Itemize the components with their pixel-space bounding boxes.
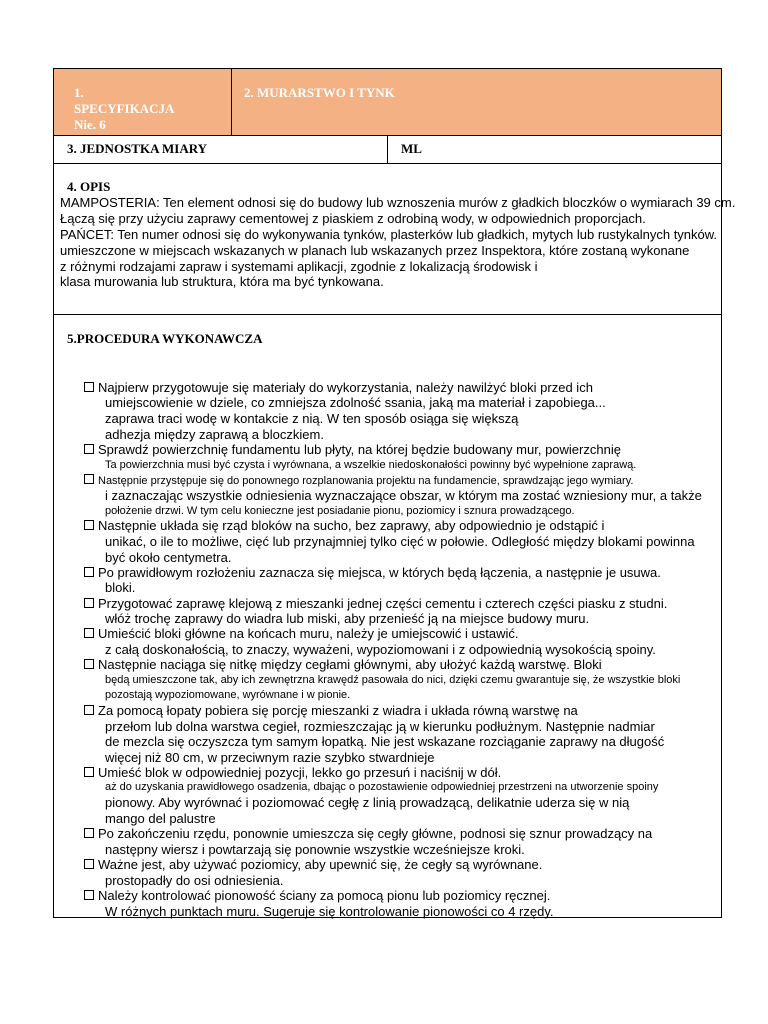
procedure-line: włóż trochę zaprawy do wiadra lub miski, aby przenieść ją na miejsce budowy muru. — [105, 611, 590, 626]
procedure-line: umiejscowienie w dziele, co zmniejsza zdolność ssania, jaką ma materiał i zapobiega... — [105, 395, 606, 410]
procedure-line: bloki. — [105, 580, 136, 595]
section-title: 2. MURARSTWO I TYNK — [244, 85, 395, 100]
procedure-step — [84, 596, 667, 611]
spec-label: SPECYFIKACJA — [74, 101, 175, 116]
step-text: Następnie przystępuje się do ponownego rozplanowania projektu na fundamencie, sprawdzając jego wymiary. — [98, 475, 634, 487]
step-text: Sprawdź powierzchnię fundamentu lub płyty, na której będzie budowany mur, powierzchnię — [98, 442, 621, 457]
procedure-line: unikać, o ile to możliwe, cięć lub przynajmniej tylko cięć w połowie. Odległość między blokami powinna — [105, 534, 695, 549]
checkbox-square-icon — [84, 828, 94, 838]
procedure-line: W różnych punktach muru. Sugeruje się kontrolowanie pionowości co 4 rzędy. — [105, 904, 554, 919]
description-line: z różnymi rodzajami zapraw i systemami aplikacji, zgodnie z lokalizacją środowisk i — [60, 259, 538, 274]
step-text: Po prawidłowym rozłożeniu zaznacza się miejsca, w których będą łączenia, a następnie je usuwa. — [98, 565, 661, 580]
procedure-line: Ta powierzchnia musi być czysta i wyrównana, a wszelkie niedoskonałości powinny być wypełnione zaprawą. — [105, 459, 637, 471]
spec-number-line: 1. — [74, 85, 84, 100]
procedure-step — [84, 442, 621, 457]
procedure-line: adhezja między zaprawą a bloczkiem. — [105, 427, 324, 442]
unit-label-cell — [54, 136, 388, 163]
checkbox-square-icon — [84, 859, 94, 869]
procedure-line: być około centymetra. — [105, 550, 232, 565]
step-text: Ważne jest, aby używać poziomicy, aby upewnić się, że cegły są wyrównane. — [98, 857, 543, 872]
procedure-line: i zaznaczając wszystkie odniesienia wyznaczające obszar, w którym ma zostać wzniesiony mur, a także — [105, 488, 702, 503]
procedure-step — [84, 565, 661, 580]
procedure-step — [84, 657, 602, 672]
description-line: Łączą się przy użyciu zaprawy cementowej z piaskiem z odrobiną wody, w odpowiednich proporcjach. — [60, 211, 646, 226]
procedure-step — [84, 518, 604, 533]
checkbox-square-icon — [84, 705, 94, 715]
checkbox-square-icon — [84, 767, 94, 777]
procedure-step — [84, 765, 501, 780]
procedure-step — [84, 888, 550, 903]
description-line: klasa murowania lub struktura, która ma być tynkowana. — [60, 274, 384, 289]
step-text: Za pomocą łopaty pobiera się porcję mieszanki z wiadra i układa równą warstwę na — [98, 703, 578, 718]
step-text: Umieść blok w odpowiedniej pozycji, lekko go przesuń i naciśnij w dół. — [98, 765, 502, 780]
checkbox-square-icon — [84, 567, 94, 577]
procedure-line: prostopadły do osi odniesienia. — [105, 873, 284, 888]
unit-label: 3. JEDNOSTKA MIARY — [67, 141, 208, 156]
procedure-line: zaprawa traci wodę w kontakcie z nią. W ten sposób osiąga się większą — [105, 411, 519, 426]
unit-row — [54, 136, 721, 164]
checkbox-square-icon — [84, 890, 94, 900]
procedure-line: następny wiersz i powtarzają się ponownie wszystkie wcześniejsze kroki. — [105, 842, 525, 857]
step-text: Przygotować zaprawę klejową z mieszanki jednej części cementu i czterech części piasku z studni. — [98, 596, 668, 611]
description-line: umieszczone w miejscach wskazanych w planach lub wskazanych przez Inspektora, które zostaną wykonane — [60, 243, 690, 258]
description-section — [54, 164, 736, 315]
checkbox-square-icon — [84, 474, 94, 484]
procedure-line: pozostają wypoziomowane, wyrównane i w pionie. — [105, 689, 351, 701]
procedure-step — [84, 626, 519, 641]
checkbox-square-icon — [84, 382, 94, 392]
step-text: Następnie naciąga się nitkę między cegłami głównymi, aby ułożyć każdą warstwę. Bloki — [98, 657, 602, 672]
header-row — [54, 69, 721, 136]
step-text: Należy kontrolować pionowość ściany za pomocą pionu lub poziomicy ręcznej. — [98, 888, 551, 903]
checkbox-square-icon — [84, 659, 94, 669]
procedure-heading: 5.PROCEDURA WYKONAWCZA — [67, 331, 263, 346]
step-text: Następnie układa się rząd bloków na sucho, bez zaprawy, aby odpowiednio je odstąpić i — [98, 518, 605, 533]
checkbox-square-icon — [84, 520, 94, 530]
checkbox-square-icon — [84, 628, 94, 638]
procedure-line: pionowy. Aby wyrównać i poziomować cegłę z linią prowadzącą, delikatnie uderza się w nią — [105, 795, 630, 810]
checkbox-square-icon — [84, 598, 94, 608]
procedure-line: aż do uzyskania prawidłowego osadzenia, dbając o pozostawienie odpowiedniej przestrzeni na utworzenie spoiny — [105, 781, 659, 793]
step-text: Umieścić bloki główne na końcach muru, należy je umiejscowić i ustawić. — [98, 626, 519, 641]
section-title-cell — [232, 69, 721, 135]
procedure-line: z całą doskonałością, to znaczy, wyważeni, wypoziomowani i z odpowiednią wysokością spoiny. — [105, 642, 656, 657]
specification-table — [53, 68, 736, 919]
description-line: PAŃCET: Ten numer odnosi się do wykonywania tynków, plasterków lub gładkich, mytych lub rustykalnych tynków. — [60, 227, 718, 242]
description-heading: 4. OPIS — [67, 179, 111, 194]
unit-value: ML — [401, 141, 422, 156]
procedure-line: będą umieszczone tak, aby ich zewnętrzna krawędź pasowała do nici, dzięki czemu gwarantuje się, że wszystkie bloki — [105, 674, 681, 686]
description-line: MAMPOSTERIA: Ten element odnosi się do budowy lub wznoszenia murów z gładkich bloczków o wymiarach 39 cm. — [60, 195, 736, 210]
procedure-step — [84, 474, 633, 489]
spec-number: Nie. 6 — [74, 117, 106, 132]
procedure-line: więcej niż 80 cm, w przeciwnym razie szybko stwardnieje — [105, 750, 435, 765]
procedure-line: de mezcla się oczyszcza tym samym łopatką. Nie jest wskazane rozciąganie zaprawy na długość — [105, 734, 665, 749]
checkbox-square-icon — [84, 444, 94, 454]
procedure-line: mango del palustre — [105, 811, 216, 826]
procedure-line: położenie drzwi. W tym celu konieczne jest posiadanie pionu, poziomicy i sznura prowadzącego. — [105, 505, 575, 517]
procedure-step — [84, 380, 593, 395]
procedure-step — [84, 703, 578, 718]
procedure-step — [84, 826, 652, 841]
step-text: Po zakończeniu rzędu, ponownie umieszcza się cegły główne, podnosi się sznur prowadzący na — [98, 826, 653, 841]
step-text: Najpierw przygotowuje się materiały do wykorzystania, należy nawilżyć bloki przed ich — [98, 380, 593, 395]
spec-number-cell — [54, 69, 232, 135]
procedure-line: przełom lub dolna warstwa cegieł, rozmieszczając ją w kierunku podłużnym. Następnie nadmiar — [105, 719, 655, 734]
procedure-step — [84, 857, 542, 872]
